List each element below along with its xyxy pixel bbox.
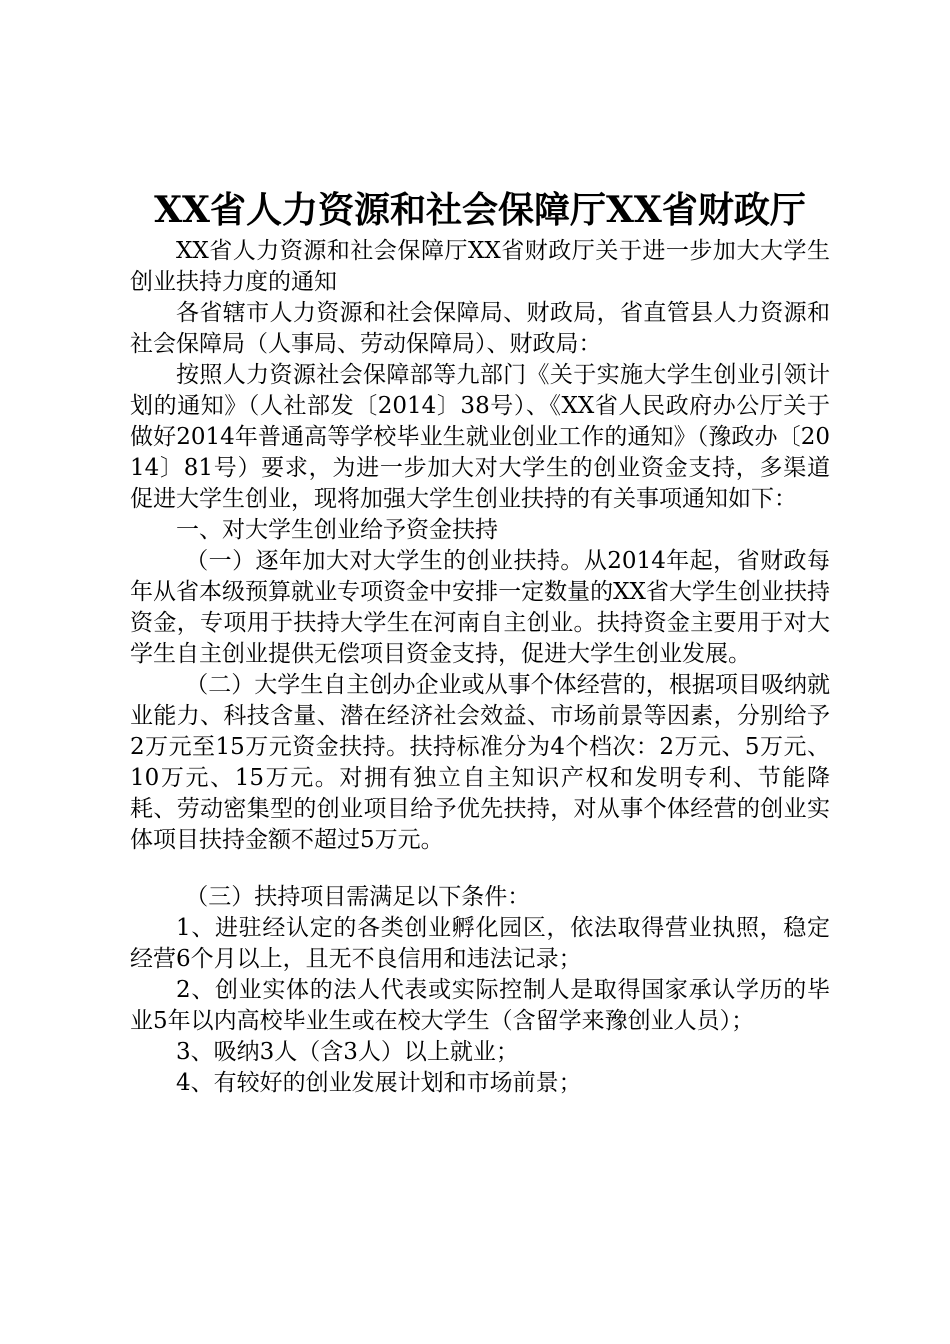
document-title: XX省人力资源和社会保障厅XX省财政厅 [154, 189, 806, 231]
section-heading-1: 一、对大学生创业给予资金扶持 [176, 517, 498, 543]
notice-heading: XX省人力资源和社会保障厅XX省财政厅关于进一步加大大学生创业扶持力度的通知 [130, 238, 830, 295]
condition-2: 2、创业实体的法人代表或实际控制人是取得国家承认学历的毕业5年以内高校毕业生或在校大学生（含留学来豫创业人员）； [130, 977, 830, 1034]
condition-1: 1、进驻经认定的各类创业孵化园区，依法取得营业执照，稳定经营6个月以上，且无不良信用和违法记录； [130, 915, 830, 972]
clause-2: （二）大学生自主创办企业或从事个体经营的，根据项目吸纳就业能力、科技含量、潜在经济社会效益、市场前景等因素，分别给予2万元至15万元资金扶持。扶持标准分为4个档次：2万元、5万元、10万元、15万元。对拥有独立自主知识产权和发明专利、节能降耗、劳动密集型的创业项目给予优先扶持，对从事个体经营的创业实体项目扶持金额不超过5万元。 [130, 672, 830, 853]
addressee-paragraph: 各省辖市人力资源和社会保障局、财政局，省直管县人力资源和社会保障局（人事局、劳动保障局）、财政局： [130, 300, 830, 357]
clause-1: （一）逐年加大对大学生的创业扶持。从2014年起，省财政每年从省本级预算就业专项资金中安排一定数量的XX省大学生创业扶持资金，专项用于扶持大学生在河南自主创业。扶持资金主要用于对大学生自主创业提供无偿项目资金支持，促进大学生创业发展。 [130, 548, 830, 667]
condition-3: 3、吸纳3人（含3人）以上就业； [176, 1039, 519, 1065]
paragraph-gap [130, 856, 830, 882]
document-page [130, 188, 830, 1099]
condition-4: 4、有较好的创业发展计划和市场前景； [176, 1070, 582, 1096]
basis-paragraph: 按照人力资源社会保障部等九部门《关于实施大学生创业引领计划的通知》（人社部发〔2014〕38号）、《XX省人民政府办公厅关于做好2014年普通高等学校毕业生就业创业工作的通知》（豫政办〔2014〕81号）要求，为进一步加大对大学生的创业资金支持，多渠道促进大学生创业，现将加强大学生创业扶持的有关事项通知如下： [130, 362, 830, 512]
clause-3: （三）扶持项目需满足以下条件： [185, 884, 531, 910]
